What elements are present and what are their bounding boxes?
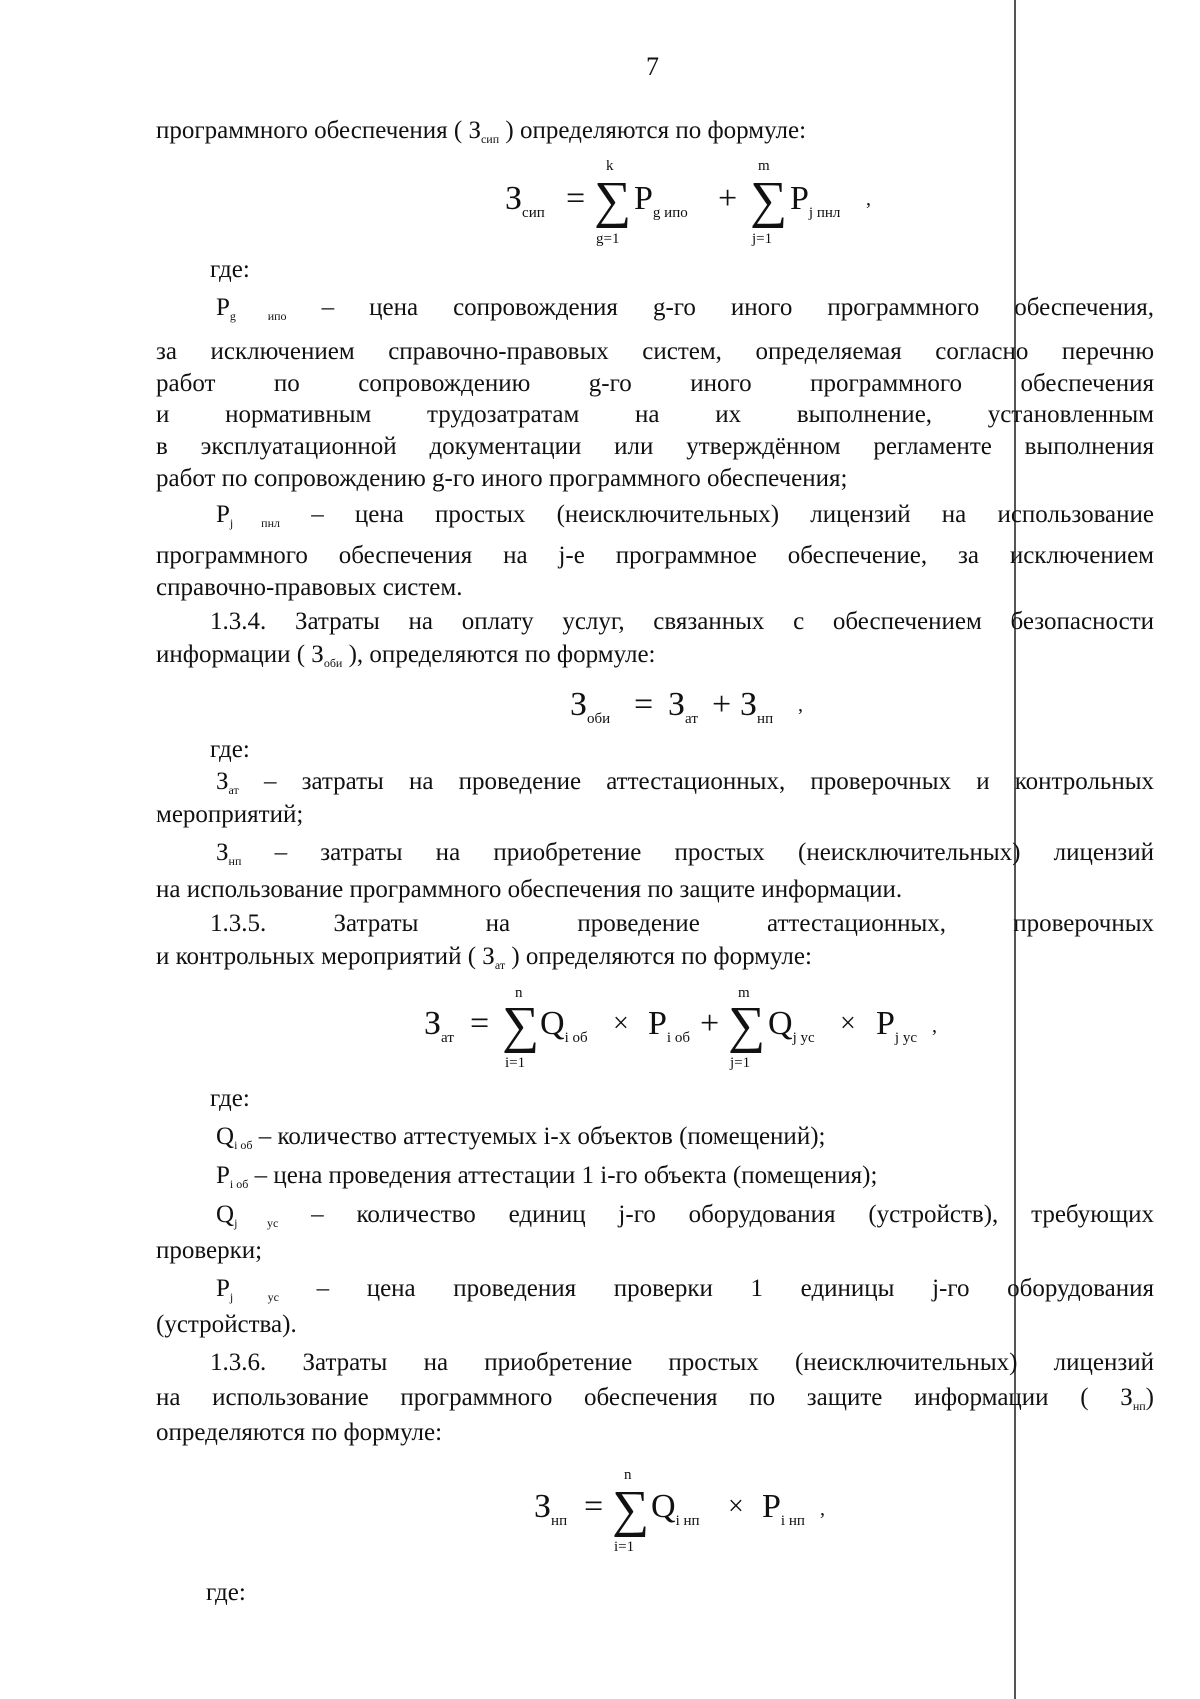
text-line: определяются по формуле: (156, 1419, 443, 1446)
sum-symbol: ∑ (594, 172, 632, 229)
text-line: за исключением справочно-правовых систем, определяемая согласно перечню (156, 338, 1154, 365)
section-heading: 1.3.6. Затраты на приобретение простых (неисключительных) лицензий (210, 1349, 1154, 1376)
text-line: работ по сопровождению g-го иного программного обеспечения (156, 370, 1154, 397)
text-line: программного обеспечения на j-е программное обеспечение, за исключением (156, 542, 1154, 569)
sum-symbol: ∑ (612, 1481, 650, 1538)
text-line: информации ( $З_{оби}$ ), определяются по формуле: (156, 641, 656, 670)
sum-symbol: ∑ (728, 997, 766, 1054)
text-line: $Q_{j ус}$ – количество единиц j-го оборудования (устройств), требующих (216, 1201, 1154, 1230)
text-line: (устройства). (156, 1311, 297, 1338)
text-line: и контрольных мероприятий ( $З_{ат}$ ) определяются по формуле: (156, 943, 812, 972)
text-line: $З_{нп}$ – затраты на приобретение простых (неисключительных) лицензий (216, 839, 1154, 868)
section-heading: 1.3.4. Затраты на оплату услуг, связанных с обеспечением безопасности (210, 608, 1154, 635)
text-line: в эксплуатационной документации или утверждённом регламенте выполнения (156, 433, 1154, 460)
text-line: $З_{ат}$ – затраты на проведение аттестационных, проверочных и контрольных (216, 768, 1154, 797)
sum-symbol: ∑ (502, 997, 540, 1054)
text-line: $P_{i об}$ – цена проведения аттестации 1 i-го объекта (помещения); (216, 1162, 878, 1191)
text-line: $P_{j пнл}$ – цена простых (неисключительных) лицензий на использование (216, 501, 1154, 530)
text-line: работ по сопровождению g-го иного программного обеспечения; (156, 465, 848, 492)
text-line: справочно-правовых систем. (156, 574, 463, 601)
where-label: где: (210, 736, 250, 763)
text-line: и нормативным трудозатратам на их выполнение, установленным (156, 401, 1154, 428)
text-line: проверки; (156, 1237, 263, 1264)
section-heading: 1.3.5. Затраты на проведение аттестационных, проверочных (210, 910, 1154, 937)
text-line: на использование программного обеспечения по защите информации. (156, 876, 903, 903)
where-label: где: (210, 256, 250, 283)
text-line: $P_{g ипо}$ – цена сопровождения g-го иного программного обеспечения, (216, 294, 1154, 323)
where-label: где: (210, 1085, 250, 1112)
text-line: на использование программного обеспечения по защите информации ( $З_{нп}$) (156, 1384, 1154, 1413)
text-line: программного обеспечения ( $З_{сип}$ ) определяются по формуле: (156, 117, 807, 146)
text-line: $P_{j ус}$ – цена проведения проверки 1 единицы j-го оборудования (216, 1275, 1154, 1304)
text-line: мероприятий; (156, 801, 304, 828)
page-number: 7 (646, 52, 659, 81)
text-line: $Q_{i об}$ – количество аттестуемых i-х объектов (помещений); (216, 1123, 826, 1152)
sum-symbol: ∑ (750, 172, 788, 229)
where-label: где: (206, 1579, 246, 1606)
